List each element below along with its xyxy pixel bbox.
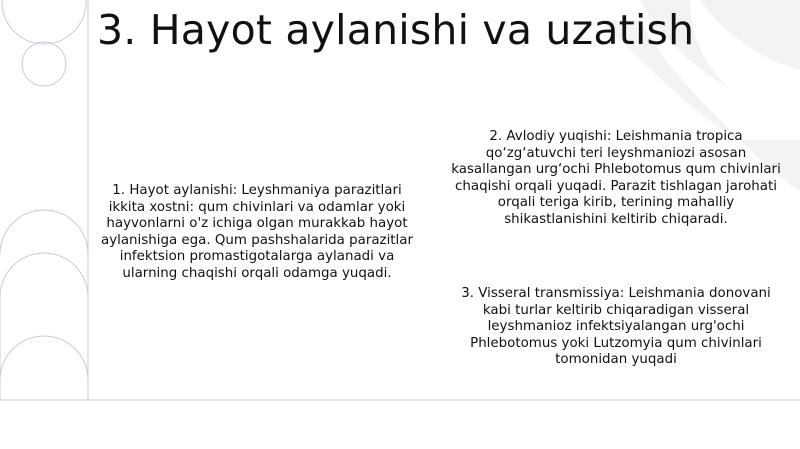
paragraph-life-cycle: 1. Hayot aylanishi: Leyshmaniya parazitlari ikkita xostni: qum chivinlari va odamlar yoki hayvonlarni o'z ichiga olgan murakkab hayot aylanishiga ega. Qum pashshalarida parazitlar infektsion promastigotalarga aylanadi va ularning chaqishi orqali odamga yuqadi. [101, 183, 413, 281]
circle-outline-icon [2, 0, 86, 44]
arch-icon [0, 253, 88, 297]
slide-title: 3. Hayot aylanishi va uzatish [97, 6, 695, 54]
circle-outline-icon [22, 42, 66, 86]
paragraph-visceral: 3. Visseral transmissiya: Leishmania donovani kabi turlar keltirib chiqaradigan visseral leyshmanioz infektsiyalangan urg'ochi Phlebotomus yoki Lutzomyia qum chivinlari tomonidan yuqadi [461, 286, 771, 367]
arch-icon [0, 336, 88, 380]
paragraph-transmission: 2. Avlodiy yuqishi: Leishmania tropica qo‘zg‘atuvchi teri leyshmaniozi asosan kasallangan urg‘ochi Phlebotomus qum chivinlari chaqishi orqali yuqadi. Parazit tishlagan jarohati orqali teriga kirib, terining mahalliy shikastlanishini keltirib chiqaradi. [451, 129, 781, 227]
arch-icon [0, 210, 88, 254]
